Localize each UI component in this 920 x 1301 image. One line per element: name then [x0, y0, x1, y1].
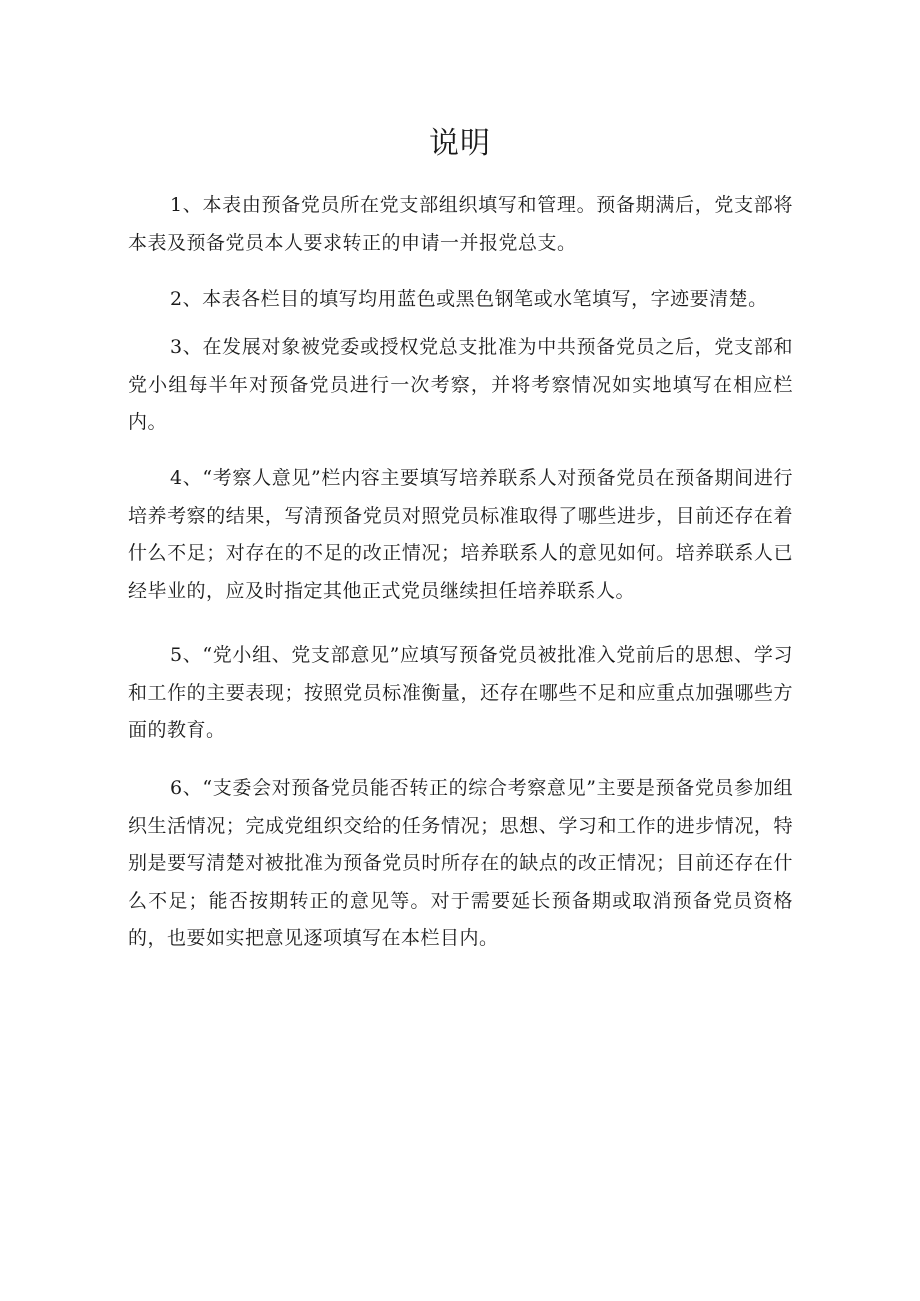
instruction-paragraph-3: 3、在发展对象被党委或授权党总支批准为中共预备党员之后，党支部和党小组每半年对预备党员进行一次考察，并将考察情况如实地填写在相应栏内。	[128, 336, 793, 433]
instruction-paragraph-5: 5、“党小组、党支部意见”应填写预备党员被批准入党前后的思想、学习和工作的主要表现；按照党员标准衡量，还存在哪些不足和应重点加强哪些方面的教育。	[128, 644, 793, 741]
instruction-paragraph-4: 4、“考察人意见”栏内容主要填写培养联系人对预备党员在预备期间进行培养考察的结果，写清预备党员对照党员标准取得了哪些进步，目前还存在着什么不足；对存在的不足的改正情况；培养联系人的意见如何。培养联系人已经毕业的，应及时指定其他正式党员继续担任培养联系人。	[128, 467, 793, 602]
instruction-paragraph-2: 2、本表各栏目的填写均用蓝色或黑色钢笔或水笔填写，字迹要清楚。	[170, 288, 768, 310]
instruction-paragraph-1: 1、本表由预备党员所在党支部组织填写和管理。预备期满后，党支部将本表及预备党员本人要求转正的申请一并报党总支。	[128, 194, 793, 254]
instruction-paragraph-6: 6、“支委会对预备党员能否转正的综合考察意见”主要是预备党员参加组织生活情况；完成党组织交给的任务情况；思想、学习和工作的进步情况，特别是要写清楚对被批准为预备党员时所存在的缺点的改正情况；目前还存在什么不足；能否按期转正的意见等。对于需要延长预备期或取消预备党员资格的，也要如实把意见逐项填写在本栏目内。	[128, 777, 793, 949]
page-title: 说明	[429, 126, 491, 161]
